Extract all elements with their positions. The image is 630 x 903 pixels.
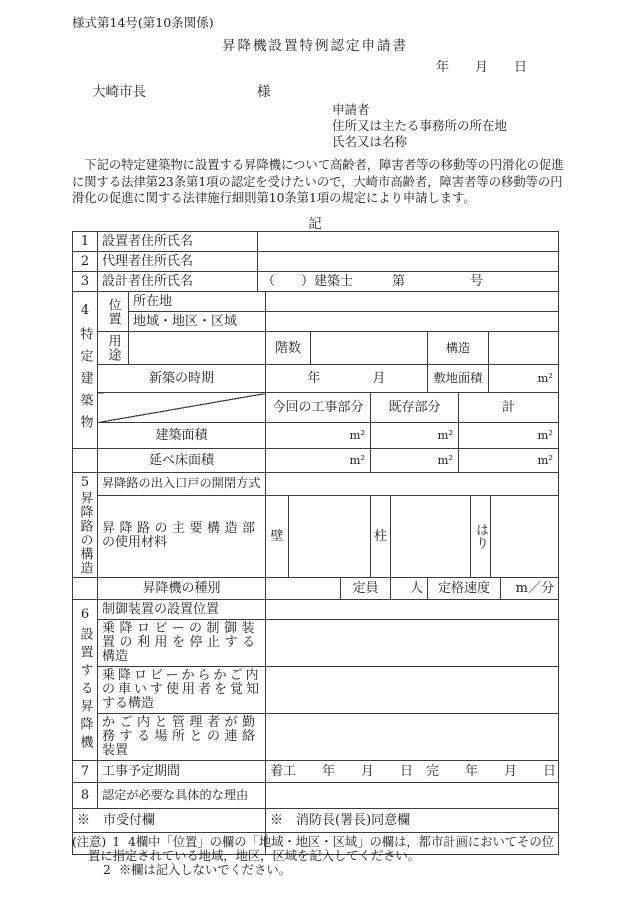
column-header-total: 計 — [459, 393, 559, 423]
table-row — [73, 365, 559, 393]
intercom-label-line: かご内と管理者が勤 — [102, 715, 260, 730]
note-2-number: 2 — [103, 862, 111, 877]
certification-reason-label: 認定が必要な具体的な理由 — [98, 783, 266, 809]
applicant-label: 申請者 — [332, 102, 370, 117]
address-label: 所在地 — [129, 292, 266, 312]
lobby-detect-label-line: する構造 — [102, 696, 155, 711]
table-row — [73, 449, 559, 473]
application-table — [72, 231, 560, 855]
use-value-field[interactable] — [129, 332, 266, 365]
date-line: 年 月 日 — [436, 60, 528, 75]
table-row — [73, 667, 559, 714]
lobby-detect-label-line: 乗降ロビーからかご内 — [102, 668, 262, 683]
statement-line: 下記の特定建築物に設置する昇降機について高齢者，障害者等の移動等の円滑化の促進 — [72, 158, 564, 172]
lobby-stop-label-line: 構造 — [102, 649, 129, 664]
beam-label: はり — [471, 495, 491, 577]
building-area-current-field[interactable]: m² — [266, 423, 371, 449]
capacity-label: 定員 — [341, 578, 391, 600]
note-item-2 — [103, 864, 554, 878]
page-title: 昇降機設置特例認定申請書 — [222, 38, 408, 54]
floor-area-total-field[interactable]: m² — [459, 449, 559, 473]
pillar-value-field[interactable] — [391, 495, 471, 577]
floor-area-label: 延べ床面積 — [98, 449, 266, 473]
intercom-label-line: 務する場所との連絡 — [102, 729, 260, 744]
control-position-label: 制御装置の設置位置 — [98, 600, 266, 620]
agent-label: 代理者住所氏名 — [98, 252, 258, 272]
capacity-unit-field[interactable]: 人 — [391, 578, 428, 600]
installer-label: 設置者住所氏名 — [98, 232, 258, 252]
note-1-text-line: 置に指定されている地域，地区，区域を記入してください。 — [88, 848, 421, 863]
notes-block — [72, 836, 554, 877]
table-row — [73, 714, 559, 761]
hoistway-door-label: 昇降路の出入口戸の開閉方式 — [98, 473, 266, 496]
hoistway-material-label-line: の使用材料 — [102, 535, 168, 551]
construction-period-label: 工事予定期間 — [98, 761, 266, 783]
hoistway-material-label — [98, 495, 266, 577]
intercom-value-field[interactable] — [266, 714, 559, 761]
structure-label: 構造 — [428, 332, 489, 365]
beam-value-field[interactable] — [491, 495, 559, 577]
floors-label: 階数 — [266, 332, 311, 365]
record-marker: 記 — [308, 216, 322, 232]
column-header-current-work: 今回の工事部分 — [266, 393, 371, 423]
addressee-name: 大崎市長 — [92, 84, 146, 100]
elevator-type-value-field[interactable] — [266, 578, 341, 600]
table-row — [73, 495, 559, 577]
table-row — [73, 809, 559, 833]
certification-reason-value-field[interactable] — [266, 783, 559, 809]
lobby-stop-label — [98, 620, 266, 667]
notes-heading: (注意) — [72, 835, 107, 849]
table-group-installed-elevator — [72, 599, 559, 761]
wall-label: 壁 — [266, 495, 289, 577]
district-label: 地域・地区・区域 — [129, 312, 266, 332]
lobby-detect-label-line: の車いす使用者を覚知 — [102, 682, 263, 697]
empty-number-cell — [73, 578, 98, 600]
note-2-text: ※欄は記入しないでください。 — [118, 862, 291, 877]
elevator-type-label: 昇降機の種別 — [98, 578, 266, 600]
row-number: 1 — [73, 232, 98, 252]
rated-speed-label: 定格速度 — [428, 578, 501, 600]
diagonal-header-cell — [98, 393, 266, 423]
section5-number-label: 5昇降路の構造 — [73, 473, 98, 578]
site-area-label: 敷地面積 — [428, 365, 489, 393]
lobby-stop-label-line: 乗降ロビーの制御装 — [102, 621, 259, 636]
lobby-stop-label-line: 置の利用を停止する — [102, 635, 260, 650]
row-number: 8 — [73, 783, 98, 809]
row-number: 2 — [73, 252, 98, 272]
control-position-value-field[interactable] — [266, 600, 559, 620]
designer-label: 設計者住所氏名 — [98, 272, 258, 292]
table-row — [73, 761, 559, 783]
section6-number-label: 6設置する昇降機 — [73, 600, 98, 761]
newbuild-date-field[interactable]: 年 月 — [266, 365, 428, 393]
section4-number-label: 4特定建築物 — [73, 292, 98, 449]
structure-value-field[interactable] — [489, 332, 559, 365]
pillar-label: 柱 — [371, 495, 391, 577]
table-row — [73, 252, 559, 272]
form-number: 様式第14号(第10条関係) — [72, 15, 214, 30]
district-value-field[interactable] — [266, 312, 559, 332]
lobby-stop-value-field[interactable] — [266, 620, 559, 667]
table-row — [73, 393, 559, 423]
designer-license-field[interactable]: （ ）建築士 第 号 — [258, 272, 559, 292]
statement-line: に関する法律第23条第1項の認定を受けたいので，大崎市高齢者，障害者等の移動等の円 — [72, 174, 563, 189]
column-header-existing: 既存部分 — [371, 393, 459, 423]
fire-chief-consent-label: ※ 消防長(署長)同意欄 — [266, 809, 559, 833]
application-statement — [72, 157, 564, 207]
lobby-detect-label — [98, 667, 266, 714]
intercom-label-line: 装置 — [102, 743, 129, 758]
wall-value-field[interactable] — [289, 495, 371, 577]
table-group-elevator-type — [72, 577, 559, 600]
applicant-name-label: 氏名又は名称 — [332, 134, 408, 149]
table-group-building — [72, 291, 559, 473]
table-row — [73, 312, 559, 332]
rated-speed-unit-field[interactable]: m／分 — [501, 578, 559, 600]
table-row — [73, 332, 559, 365]
site-area-value-field[interactable]: m² — [489, 365, 559, 393]
intercom-label — [98, 714, 266, 761]
table-row — [73, 473, 559, 496]
use-label: 用途 — [98, 332, 129, 365]
installer-value-field[interactable] — [258, 232, 559, 252]
floor-area-current-field[interactable]: m² — [266, 449, 371, 473]
hoistway-material-label-line: 昇降路の主要構造部 — [102, 521, 260, 537]
note-1-number: 1 — [112, 835, 121, 849]
table-row — [73, 783, 559, 809]
agent-value-field[interactable] — [258, 252, 559, 272]
applicant-block — [332, 102, 507, 150]
row-number: 3 — [73, 272, 98, 292]
table-group-schedule — [72, 760, 559, 809]
construction-period-value-field[interactable]: 着工 年 月 日 完 年 月 日 — [266, 761, 559, 783]
building-area-label: 建築面積 — [98, 423, 266, 449]
empty-number-cell — [73, 449, 98, 473]
table-row — [73, 423, 559, 449]
hoistway-door-value-field[interactable] — [266, 473, 559, 496]
building-area-total-field[interactable]: m² — [459, 423, 559, 449]
note-item-1 — [72, 836, 554, 850]
newbuild-label: 新築の時期 — [98, 365, 266, 393]
location-label: 位置 — [98, 292, 129, 332]
table-group-hoistway — [72, 472, 559, 578]
building-area-existing-field[interactable]: m² — [371, 423, 459, 449]
table-row — [73, 232, 559, 252]
address-value-field[interactable] — [266, 292, 559, 312]
row-number: 7 — [73, 761, 98, 783]
statement-line: 滑化の促進に関する法律施行細則第10条第1項の規定により申請します。 — [72, 191, 476, 205]
table-row — [73, 292, 559, 312]
table-row — [73, 620, 559, 667]
table-row — [73, 600, 559, 620]
floor-area-existing-field[interactable]: m² — [371, 449, 459, 473]
table-row — [73, 578, 559, 600]
table-group-basic — [72, 231, 559, 292]
lobby-detect-value-field[interactable] — [266, 667, 559, 714]
note-1-text-line: 4欄中「位置」の欄の「地域・地区・区域」の欄は，都市計画においてその位 — [128, 835, 554, 849]
table-row — [73, 272, 559, 292]
city-reception-label: ※ 市受付欄 — [73, 809, 266, 833]
addressee-honorific: 様 — [257, 84, 271, 100]
floors-value-field[interactable] — [311, 332, 428, 365]
applicant-address-label: 住所又は主たる事務所の所在地 — [332, 118, 508, 133]
